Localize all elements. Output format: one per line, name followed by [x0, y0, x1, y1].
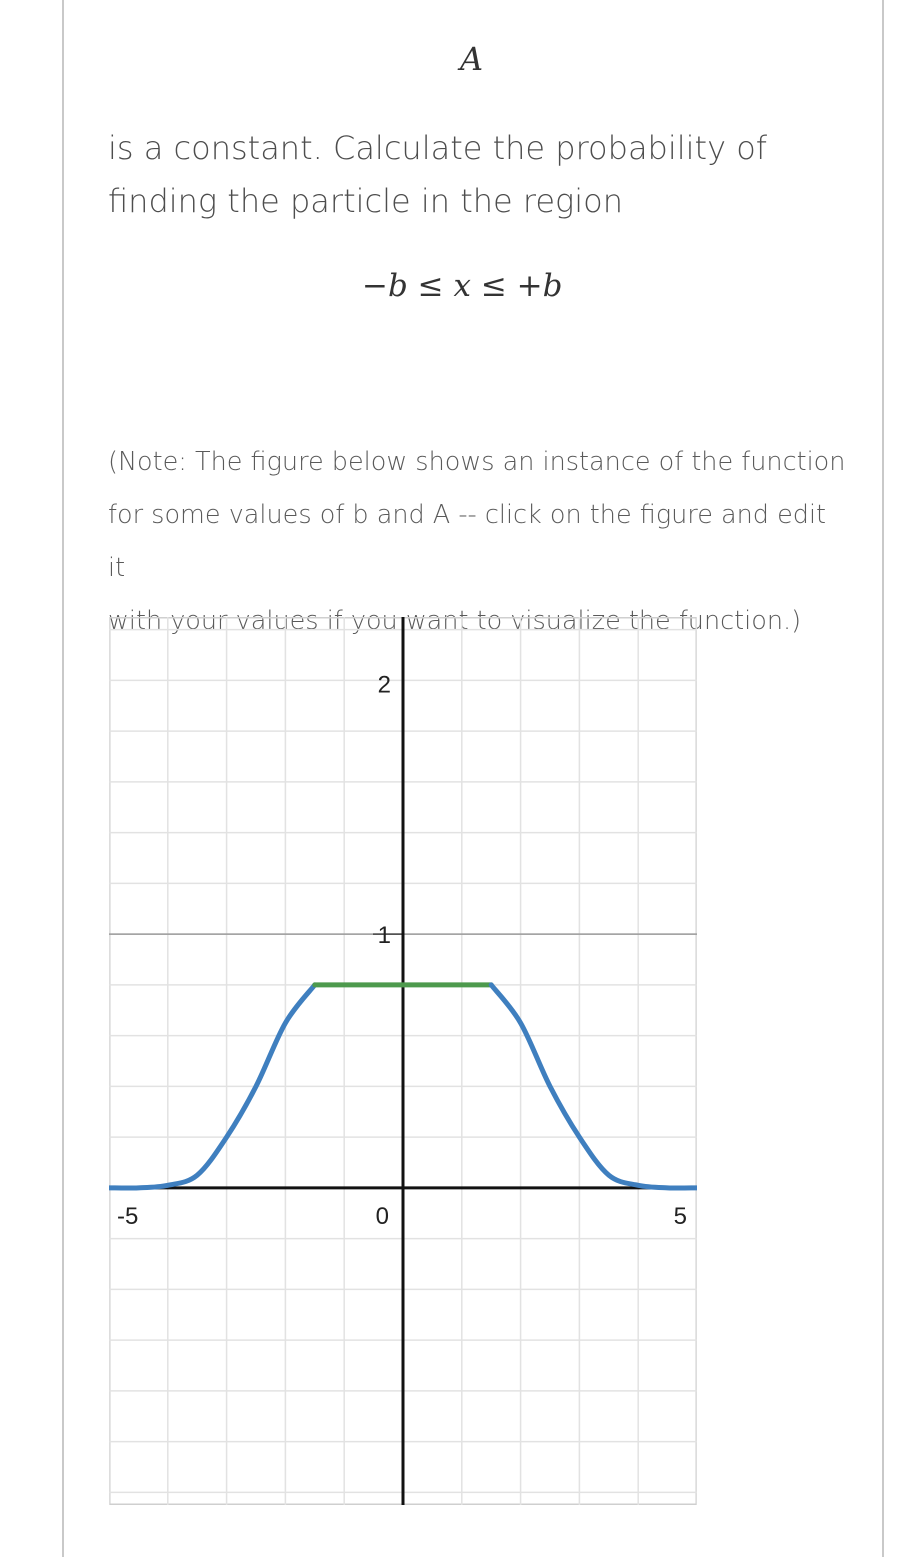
x-tick-label-5: 5	[673, 1202, 687, 1230]
region-inequality: −b ≤ x ≤ +b	[362, 268, 563, 304]
function-graph[interactable]	[109, 617, 697, 1505]
function-graph-svg[interactable]	[109, 617, 697, 1505]
left-border	[62, 0, 64, 1557]
note-line-1: (Note: The figure below shows an instance of the function	[108, 447, 846, 477]
x-tick-label-neg5: -5	[117, 1202, 139, 1230]
problem-text-line-1: is a constant. Calculate the probability of	[108, 129, 768, 167]
x-tick-label-0: 0	[375, 1202, 389, 1230]
right-border	[882, 0, 884, 1557]
y-tick-label-1: 1	[377, 922, 391, 950]
constant-symbol: A	[460, 40, 484, 78]
y-tick-label-2: 2	[377, 671, 391, 699]
problem-text-line-2: finding the particle in the region	[108, 182, 623, 220]
note-line-2: for some values of b and A -- click on the figure and edit it	[108, 500, 827, 583]
note-line-3: with your values if you want to visualize the function.)	[108, 606, 802, 636]
problem-text	[108, 122, 788, 228]
axes	[109, 617, 697, 1505]
